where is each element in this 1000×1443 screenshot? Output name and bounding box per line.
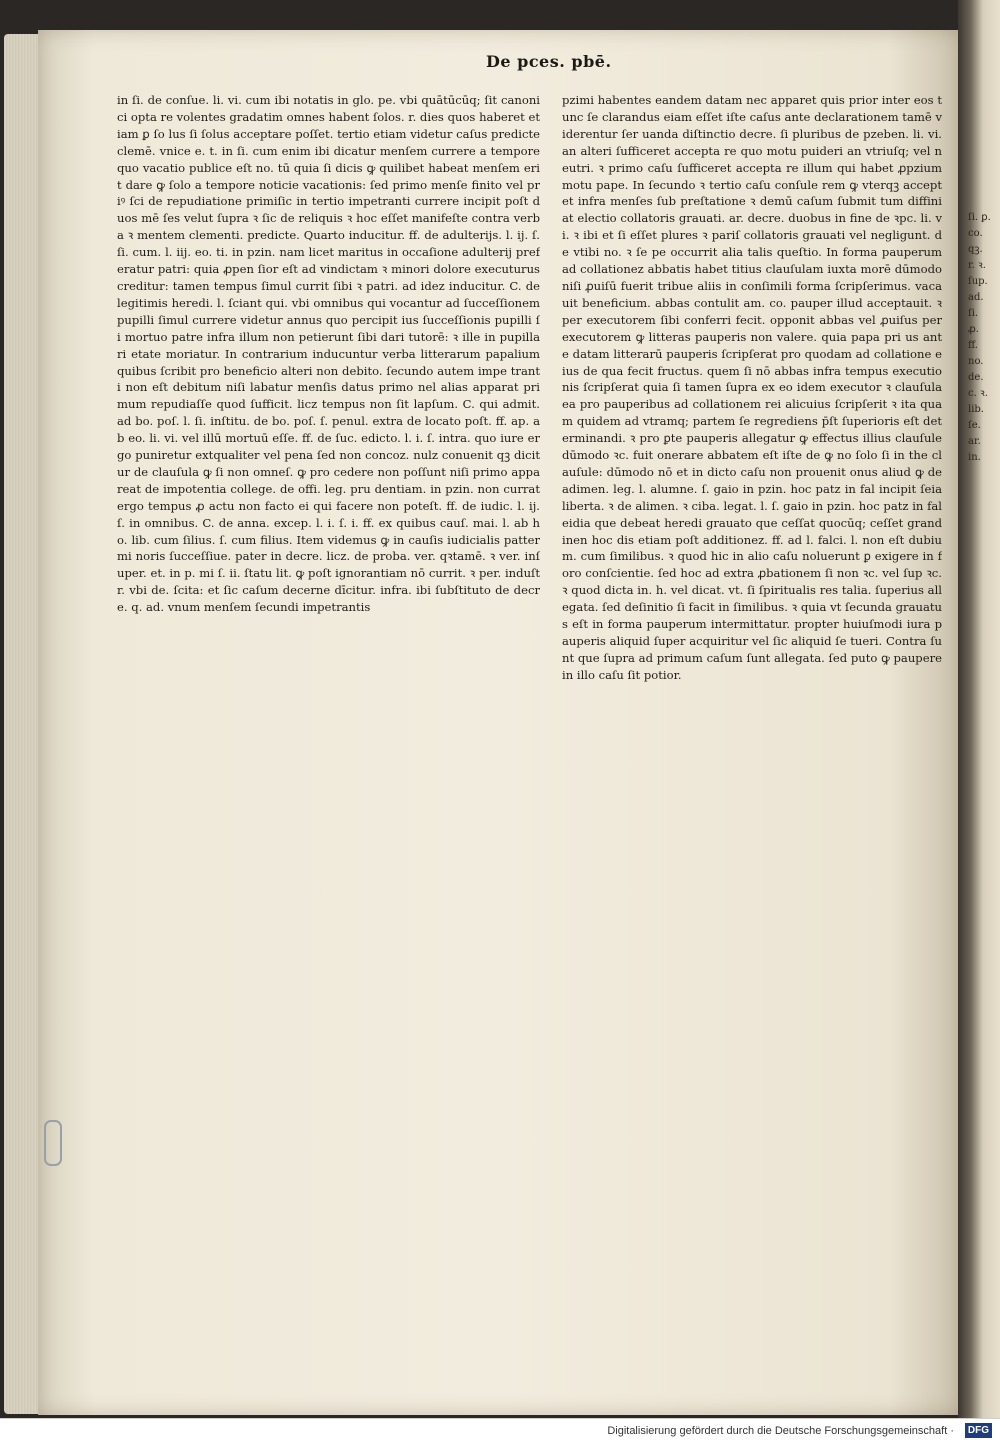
page-edge-stack	[4, 34, 42, 1414]
right-column-text: pzimi habentes eandem datam nec apparet quis prior inter eos tunc ſe clarandus eiam eſſet iſte caſus ante declarationem tamē viderentur ſer uanda diſtinctio decre. ſi pluribus de pzeben. li. vi. an alteri ſufficeret accepta re quo motu puideri an vtriuſq; vel neutri. ꝛ primo caſu ſufficeret accepta re illum qui habet ꝓpzium motu pape. In ſecundo ꝛ tertio caſu conſule rem ꝙ vterqꝫ acceptet infra menſes ſub preſtatione ꝛ demū caſum ſubmit tum diffiniat electio collatoris grauati. ar. decre. duobus in fine de ꝛpc. li. vi. ꝛ ibi et ſi eſſet plures ꝛ pariſ collatoris grauati vel negligunt. de vtibi no. ꝛ ſe pe occurrit alia talis queſtio. In forma pauperum ad collationez abbatis habet titius clauſulam iuxta morē dūmodo niſi ꝓuiſū fuerit tribue aliis in conſimili forma ſcripſerimus. vacauit beneficium. abbas contulit am. co. pauper illud acceptauit. ꝛ per executorem ſibi conferri fecit. opponit abbas vel ꝓuiſus per executorem ꝙ litteras pauperis non valere. quia papa pri us ante datam litterarū pauperis ſcripſerat pro quodam ad collatione eius de qua fecit fructus. quem ſi nō abbas infra tempus executionis ſcripſerat quia ſi tamen ſupra ex eo idem executor ꝛ clauſula ea pro pauperibus ad collationem rei alicuius ſcripſerit ꝛ ita quam quidem ad vtramq; partem ſe regrediens p̄ſt ſuperioris eſt determinandi. ꝛ pro ꝑte pauperis allegatur ꝙ effectus illius clauſule dūmodo ꝛc. fuit onerare abbatem eſt iſte de ꝙ no ſolo ſi in the clauſule: dūmodo nō et in dicto caſu non prouenit onus aliud ꝙ de adimen. leg. l. alumne. ſ. gaio in pzin. hoc patz in fal incipit ſeia liberta. ꝛ de alimen. ꝛ ciba. legat. l. ſ. gaio in pzin. hoc patz in fal eidia que debeat heredi grauato que ceſſat quocūq; ceſſet grandinen hoc dis etiam poſt additionez. ff. ad l. falci. l. non eſt dubium. cum ſimilibus. ꝛ quod hic in alio caſu noluerunt ꝑ exigere in foro conſcientie. ſed hoc ad extra ꝓbationem ſi non ꝛc. vel ſup ꝛc. ꝛ quod dicta in. h. vel dicat. vt. ſi ſpiritualis res talia. ſuperius allegata. ſed deſinitio ſi facit in ſimilibus. ꝛ quia vt ſecunda grauatus eſt in forma pauperum intermittatur. propter huiuſmodi iura pauperis aliquid ſuper acquiritur vel ſic aliquid ſe tueri. Contra ſunt que ſupra ad primum caſum ſunt allegata. ſed puto ꝙ paupere in illo caſu ſit potior.	[562, 93, 942, 682]
text-column-right	[562, 92, 942, 1362]
funding-credit: Digitalisierung gefördert durch die Deutsche Forschungsgemeinschaft ·	[607, 1425, 954, 1437]
left-column-text: in ſi. de conſue. li. vi. cum ibi notatis in glo. pe. vbi quātūcūq; ſit canonici opta re volentes gradatim omnes habent ſolos. r. dies quos haberet etiam ꝑ ſo lus ſi ſolus acceptare poſſet. tertio etiam videtur caſus predicte clemē. vnice e. t. in ſi. cum enim ibi dicatur menſem currere a tempore quo vacatio publice eſt no. tū quia ſi dicis ꝙ quilibet habeat menſem erit dare ꝙ ſolo a tempore noticie vacationis: ſed primo menſe finito vel priꝰ ſci de repudiatione primiſic in tertio impetranti currere incipit poſt duos mē ſes velut ſupra ꝛ ſic de reliquis ꝛ hoc eſſet manifeſte contra verba ꝛ mentem clementi. predicte. Quarto inducitur. ff. de adulterijs. l. ij. ſ. ſi. cum. l. iij. eo. ti. in pzin. nam licet maritus in occaſione adulterij preferatur patri: quia ꝓpen ſior eſt ad vindictam ꝛ minori dolore executurus creditur: tamen tempus ſimul currit ſibi ꝛ patri. ad idez inducitur. C. de legitimis heredi. l. ſciant qui. vbi omnibus qui vocantur ad ſucceſſionem pupilli ſimul currere videtur annus quo percipit ius ſucceſſionis pupilli ſi mortuo patre infra illum non petierunt ſibi dari tutorē: ꝛ ille in pupillari etate moriatur. In contrarium inducuntur verba litterarum papalium quibus ſcribit pro beneficio alteri non debito. ſecundo autem impe tranti non eſt debitum niſi labatur menſis datus primo nel alias apparat pri mum repudiaſſe quod ſufficit. licz tempus non ſit lapſum. C. qui admit. ad bo. poſ. l. ſi. inſtitu. de bo. poſ. ſ. penul. extra de locato poſt. ff. ap. ab eo. li. vi. vel illū mortuū eſſe. ff. de ſuc. edicto. l. i. ſ. intra. quo iure ergo puniretur extqualiter vel pena ſed non concoz. nulz conuenit qꝫ dicitur de clauſula ꝙ ſi non omneſ. ꝙ pro cedere non poſſunt niſi primo appareat de impotentia college. de offi. leg. pru dentiam. in pzin. non currat ergo tempus ꝓ actu non facto ei qui facere non poteſt. ff. de iudic. l. ij. ſ. in omnibus. C. de anna. excep. l. i. ſ. i. ff. ex quibus cauſ. mai. l. ab ho. lib. cum ſilius. ſ. cum filius. Item videmus ꝙ in cauſis iudicialis patter mi noris ſucceſſiue. pater in decre. licz. de proba. ver. qꝛtamē. ꝛ ver. inſuper. et. in p. mi ſ. ii. ſtatu lit. ꝙ poſt ignorantiam nō currit. ꝛ per. induſtr. vbi de. ſcita: et ſic caſum decerne dīcitur. infra. ibi ſubſtituto de decre. q. ad. vnum menſem ſecundi impetrantis	[117, 93, 540, 615]
footer-bar	[0, 1418, 1000, 1443]
running-header: De pces. pbē.	[486, 52, 612, 71]
paperclip-mark	[44, 1120, 62, 1166]
opposite-page-margin-text: ſi. ꝑ. co. qꝫ. r. ꝛ. ſup. ad. ſi. ꝓ. ff. no. de. c. ꝛ. lib. ſe. ar. in.	[968, 212, 991, 463]
text-column-left	[117, 92, 540, 1362]
dfg-logo[interactable]: DFG	[965, 1423, 992, 1438]
